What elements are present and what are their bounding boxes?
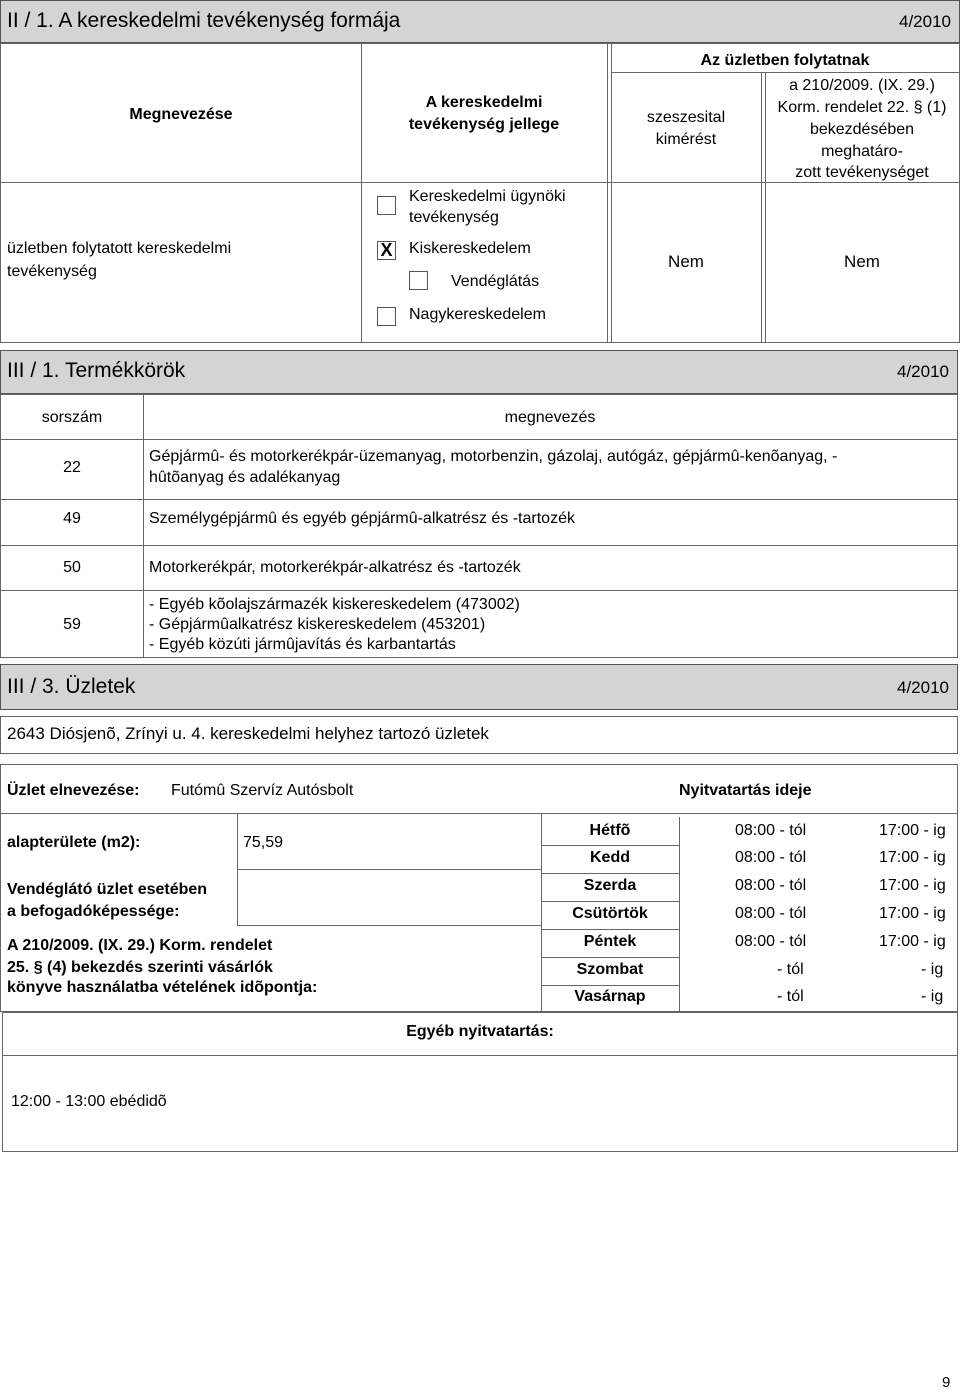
product-number: 49 — [63, 510, 81, 527]
complaint-book-label-line2: 25. § (4) bekezdés szerinti vásárlók — [7, 959, 273, 976]
complaint-book-label-line1: A 210/2009. (IX. 29.) Korm. rendelet — [7, 937, 273, 954]
label-retail: Kiskereskedelem — [409, 240, 531, 257]
day-label: Szerda — [583, 877, 637, 894]
day-label: Péntek — [583, 933, 637, 950]
header-activity-line1: a 210/2009. (IX. 29.) — [789, 77, 935, 94]
product-name-line1: Személygépjármû és egyéb gépjármû-alkatrész és -tartozék — [149, 510, 575, 527]
header-in-shop: Az üzletben folytatnak — [700, 52, 870, 69]
product-name-line3: - Egyéb közúti jármûjavítás és karbantartás — [149, 636, 456, 653]
activity-form-table — [0, 43, 960, 343]
activity-name-line1: üzletben folytatott kereskedelmi — [7, 240, 232, 257]
day-label: Szombat — [576, 961, 644, 978]
hours-from: - tól — [777, 988, 804, 1005]
day-label: Kedd — [590, 849, 630, 866]
section-header-shops — [0, 664, 958, 710]
hours-from: 08:00 - tól — [735, 933, 807, 950]
hours-from: 08:00 - tól — [735, 877, 807, 894]
area-value: 75,59 — [243, 834, 284, 851]
hours-from: 08:00 - tól — [735, 822, 807, 839]
section-title: III / 3. Üzletek — [7, 675, 136, 698]
capacity-label-line2: a befogadóképessége: — [7, 903, 180, 920]
shops-address — [0, 716, 958, 754]
hours-to: 17:00 - ig — [879, 905, 946, 922]
hours-to: - ig — [921, 988, 944, 1005]
shop-name-value: Futómû Szervíz Autósbolt — [171, 782, 354, 799]
activity-value: Nem — [844, 252, 880, 271]
page-number: 9 — [942, 1374, 951, 1391]
other-hours-box — [2, 1012, 958, 1152]
hours-from: 08:00 - tól — [735, 905, 807, 922]
section-header-products — [0, 350, 958, 394]
label-catering: Vendéglátás — [451, 273, 540, 290]
header-number: sorszám — [41, 409, 103, 426]
header-alcohol-line1: szeszesital — [646, 109, 726, 126]
section-title: II / 1. A kereskedelmi tevékenység formája — [7, 9, 401, 32]
hours-to: 17:00 - ig — [879, 822, 946, 839]
header-alcohol-line2: kimérést — [655, 131, 717, 148]
area-label: alapterülete (m2): — [7, 834, 141, 851]
product-name-line2: - Gépjármûalkatrész kiskereskedelem (453201) — [149, 616, 486, 633]
products-table — [0, 394, 958, 658]
checkbox-catering[interactable] — [409, 271, 428, 290]
header-activity-line2: Korm. rendelet 22. § (1) — [777, 99, 947, 116]
capacity-label-line1: Vendéglátó üzlet esetében — [7, 881, 208, 898]
day-label: Hétfõ — [589, 822, 631, 839]
label-agent-line1: Kereskedelmi ügynöki — [409, 188, 566, 205]
product-number: 22 — [63, 459, 81, 476]
header-name: megnevezés — [504, 409, 596, 426]
product-name-line1: Motorkerékpár, motorkerékpár-alkatrész és -tartozék — [149, 559, 521, 576]
hours-to: 17:00 - ig — [879, 877, 946, 894]
shop-detail-table — [0, 764, 958, 1012]
label-wholesale: Nagykereskedelem — [409, 306, 546, 323]
address-text: 2643 Diósjenõ, Zrínyi u. 4. kereskedelmi helyhez tartozó üzletek — [7, 724, 489, 743]
product-name-line1: - Egyéb kõolajszármazék kiskereskedelem (473002) — [149, 596, 520, 613]
product-name-line2: hûtõanyag és adalékanyag — [149, 469, 341, 486]
product-name-line1: Gépjármû- és motorkerékpár-üzemanyag, motorbenzin, gázolaj, autógáz, gépjármû-kenõanyag, - — [149, 448, 838, 465]
section-number: 4/2010 — [897, 362, 949, 381]
product-number: 50 — [63, 559, 81, 576]
product-number: 59 — [63, 616, 81, 633]
section-number: 4/2010 — [899, 12, 951, 31]
shop-name-label: Üzlet elnevezése: — [7, 782, 140, 799]
checkbox-retail[interactable]: X — [377, 241, 396, 260]
opening-hours-title: Nyitvatartás ideje — [679, 782, 812, 799]
day-label: Vasárnap — [574, 988, 646, 1005]
hours-to: - ig — [921, 961, 944, 978]
hours-from: 08:00 - tól — [735, 849, 807, 866]
checkbox-agent[interactable] — [377, 196, 396, 215]
label-agent-line2: tevékenység — [409, 209, 499, 226]
header-activity-line3: bekezdésében — [809, 121, 915, 138]
hours-to: 17:00 - ig — [879, 849, 946, 866]
checkbox-wholesale[interactable] — [377, 307, 396, 326]
header-character-line1: A kereskedelmi — [425, 94, 543, 111]
section-title: III / 1. Termékkörök — [7, 359, 186, 382]
header-character-line2: tevékenység jellege — [408, 116, 560, 133]
alcohol-value: Nem — [668, 252, 704, 271]
complaint-book-label-line3: könyve használatba vételének idõpontja: — [7, 979, 318, 996]
header-activity-line4: meghatáro- — [821, 143, 903, 160]
header-name: Megnevezése — [129, 106, 233, 123]
section-number: 4/2010 — [897, 678, 949, 697]
activity-name-line2: tevékenység — [7, 263, 97, 280]
header-activity-line5: zott tevékenységet — [795, 164, 929, 181]
hours-to: 17:00 - ig — [879, 933, 946, 950]
other-hours-label: Egyéb nyitvatartás: — [406, 1023, 554, 1040]
section-header-activity-form — [0, 0, 960, 43]
day-label: Csütörtök — [572, 905, 648, 922]
other-hours-value: 12:00 - 13:00 ebédidõ — [11, 1093, 167, 1110]
hours-from: - tól — [777, 961, 804, 978]
